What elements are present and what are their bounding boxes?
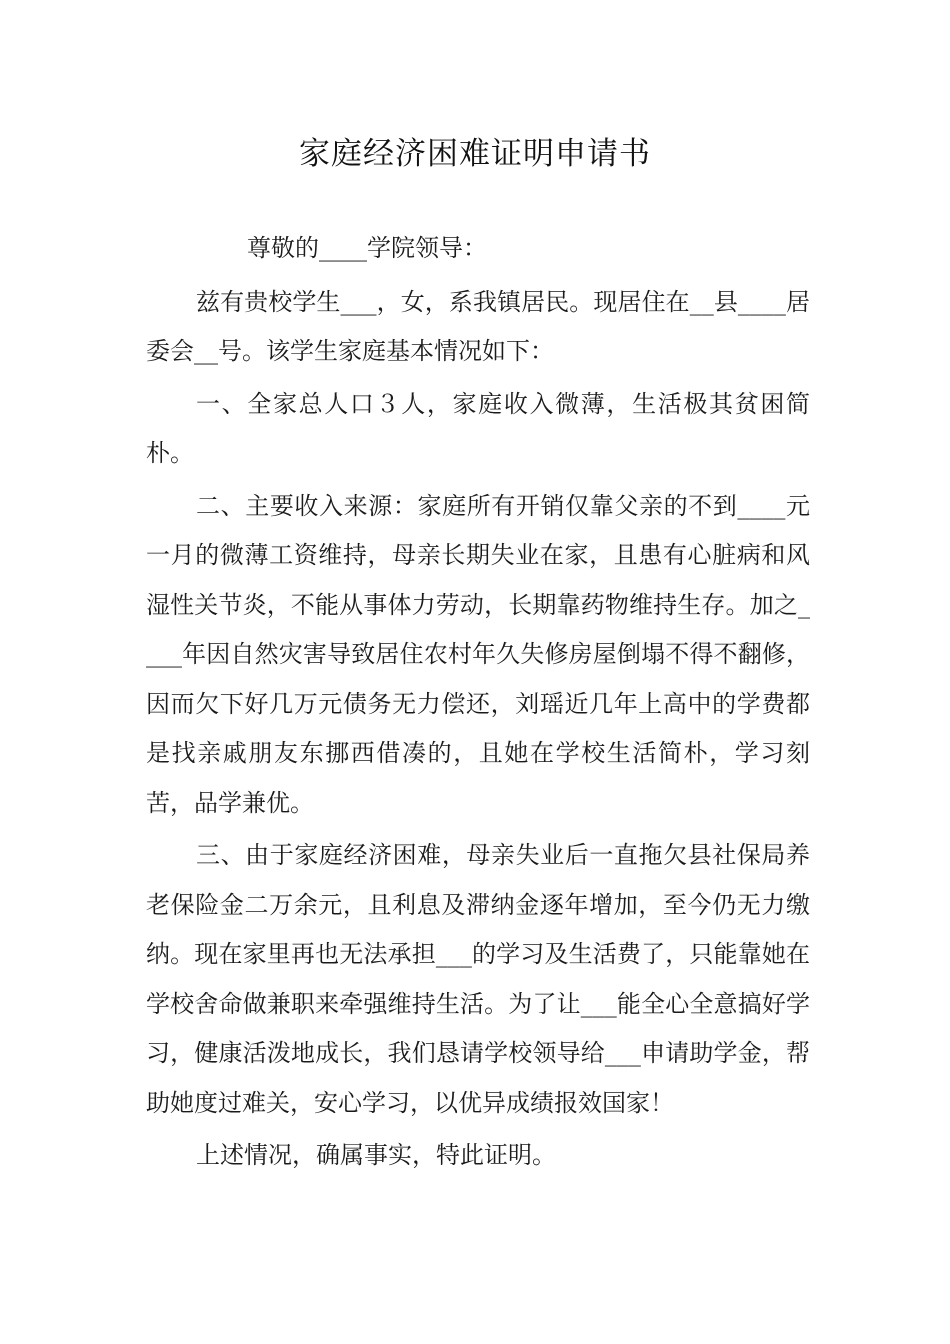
paragraph-intro: 兹有贵校学生___，女，系我镇居民。现居住在__县____居委会__号。该学生家庭基本情况如下： bbox=[146, 287, 810, 365]
document-title: 家庭经济困难证明申请书 bbox=[299, 136, 651, 172]
paragraph-financial-hardship: 三、由于家庭经济困难，母亲失业后一直拖欠县社保局养老保险金二万余元，且利息及滞纳金逐年增加，至今仍无力缴纳。现在家里再也无法承担___的学习及生活费了，只能靠她在学校舍命做兼职来牵强维持生活。为了让___能全心全意搞好学习，健康活泼地成长，我们恳请学校领导给___申请助学金，帮助她度过难关，安心学习，以优异成绩报效国家！ bbox=[146, 841, 810, 1117]
paragraph-certification: 上述情况，确属事实，特此证明。 bbox=[196, 1141, 556, 1169]
salutation: 尊敬的____学院领导： bbox=[247, 234, 487, 262]
document-body bbox=[146, 224, 810, 1181]
paragraph-household-size: 一、全家总人口３人，家庭收入微薄，生活极其贫困简朴。 bbox=[146, 389, 810, 467]
paragraph-income-source: 二、主要收入来源：家庭所有开销仅靠父亲的不到____元一月的微薄工资维持，母亲长期失业在家，且患有心脏病和风湿性关节炎，不能从事体力劳动，长期靠药物维持生存。加之____年因自然灾害导致居住农村年久失修房屋倒塌不得不翻修，因而欠下好几万元债务无力偿还，刘瑶近几年上高中的学费都是找亲戚朋友东挪西借凑的，且她在学校生活简朴，学习刻苦，品学兼优。 bbox=[146, 491, 810, 817]
